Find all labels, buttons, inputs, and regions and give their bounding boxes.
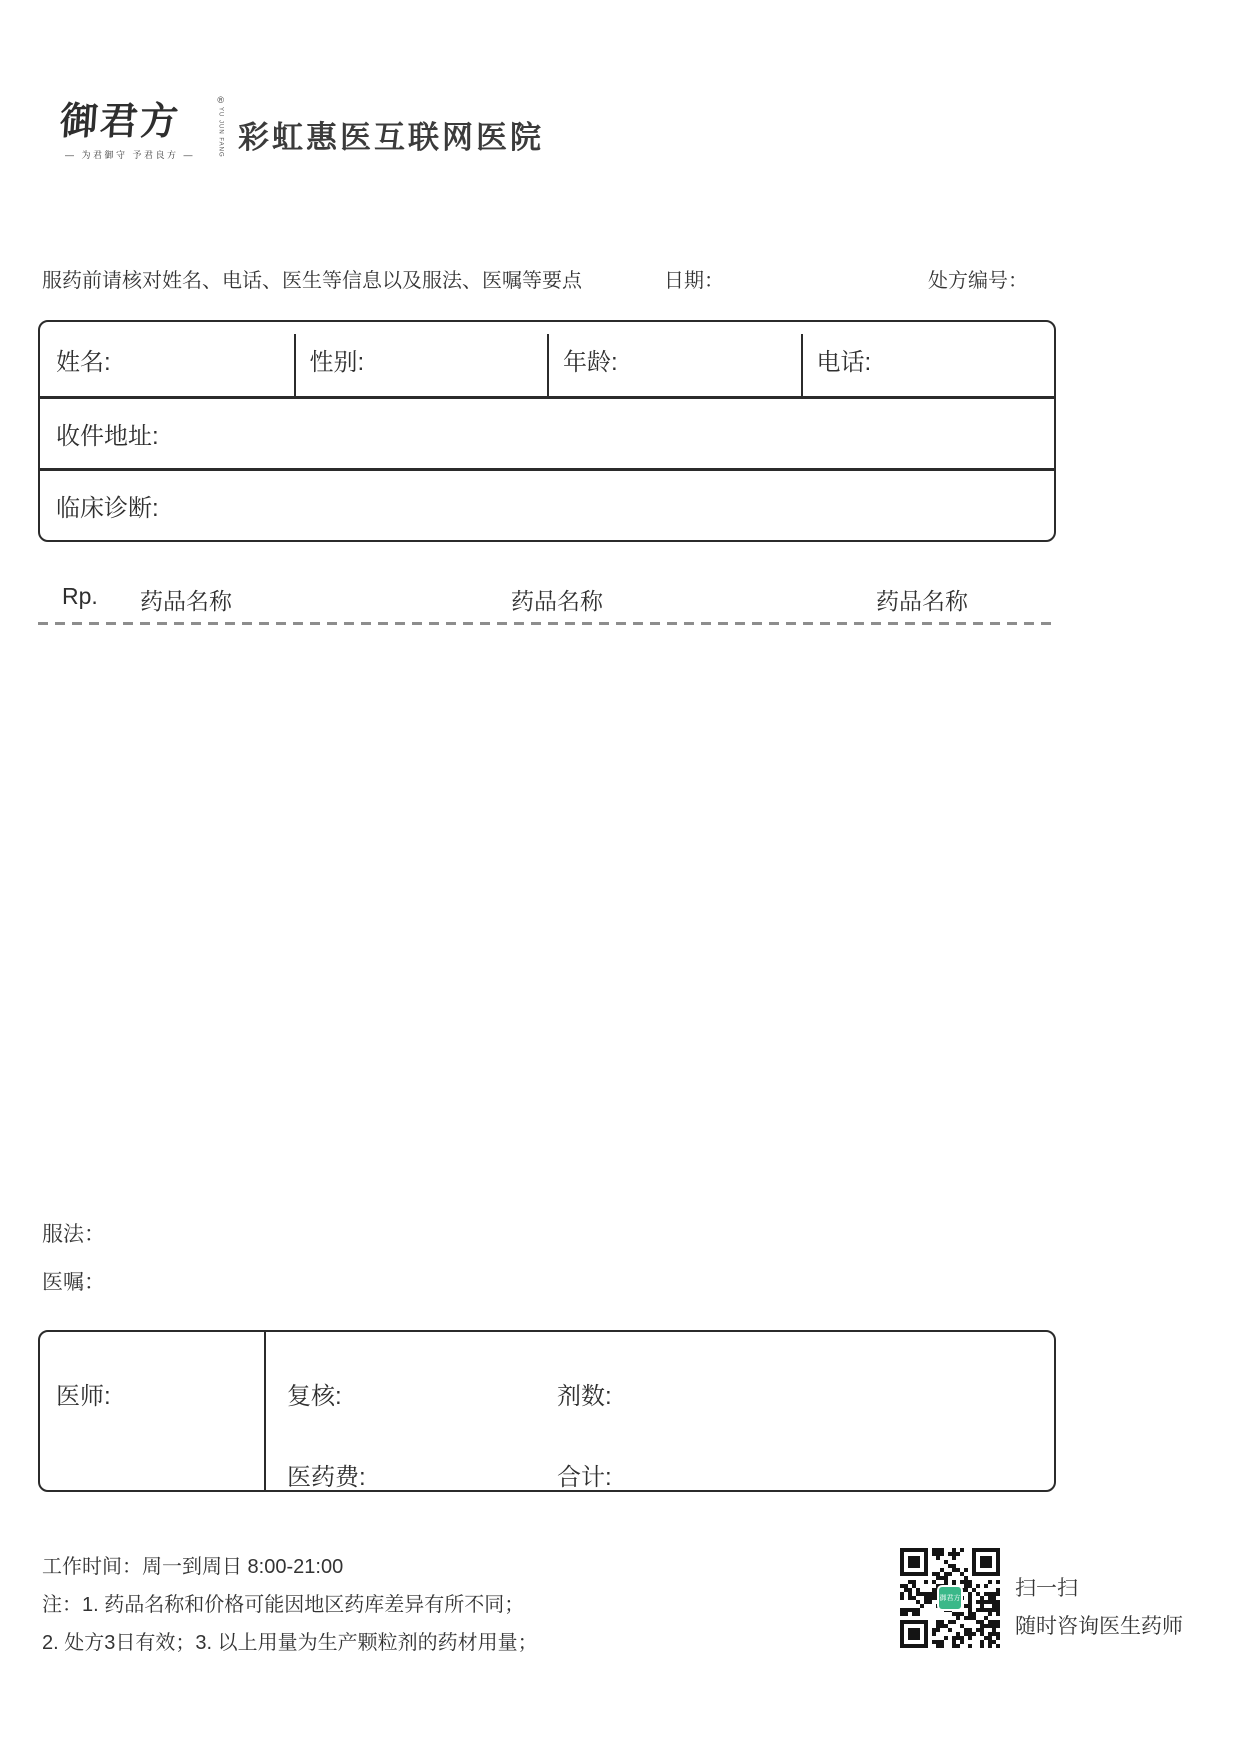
doctor-advice-label: 医嘱： <box>42 1271 105 1294</box>
physician-cell <box>40 1332 266 1490</box>
signature-box <box>38 1330 1056 1492</box>
drug-name-column-header: 药品名称 <box>140 588 232 614</box>
review-label: 复核: <box>287 1383 342 1410</box>
drug-name-column-header: 药品名称 <box>511 588 603 614</box>
qr-scan-hint: 随时咨询医生药师 <box>1015 1615 1183 1638</box>
brand-logo-text: 御君方 <box>58 98 182 143</box>
age-label: 年龄: <box>563 348 618 376</box>
field-name <box>40 322 294 396</box>
rp-label: Rp. <box>62 583 98 609</box>
dashed-separator <box>38 622 1058 625</box>
field-gender <box>294 322 548 396</box>
field-address <box>40 399 1054 471</box>
medication-check-reminder: 服药前请核对姓名、电话、医生等信息以及服法、医嘱等要点 <box>42 270 582 292</box>
fee-label: 医药费: <box>287 1464 366 1491</box>
diagnosis-label: 临床诊断: <box>56 495 159 522</box>
note-line-1: 注：1. 药品名称和价格可能因地区药库差异有所不同； <box>42 1594 525 1616</box>
hospital-title: 彩虹惠医互联网医院 <box>238 120 544 155</box>
registered-trademark-icon: ® <box>217 95 224 105</box>
patient-identity-row <box>40 322 1054 399</box>
fee-total-row <box>287 1457 1054 1492</box>
gender-label: 性别: <box>309 348 365 376</box>
qr-code <box>900 1548 1000 1648</box>
footer-notes <box>42 1548 538 1662</box>
field-diagnosis <box>40 471 1054 540</box>
brand-logo-side <box>217 96 224 158</box>
drug-name-column-header: 药品名称 <box>876 588 968 614</box>
prescription-number-label: 处方编号： <box>928 270 1028 292</box>
usage-label: 服法： <box>42 1223 105 1246</box>
physician-label: 医师: <box>56 1383 111 1410</box>
note-line-2: 2. 处方3日有效；3. 以上用量为生产颗粒剂的药材用量； <box>42 1632 538 1654</box>
qr-center-logo: 御君方 <box>937 1585 963 1611</box>
qr-scan-label: 扫一扫 <box>1015 1577 1078 1600</box>
brand-tagline: — 为君御守 予君良方 — <box>64 149 195 160</box>
total-label: 合计: <box>557 1464 612 1491</box>
brand-romanized-text: YU JUN FANG <box>217 107 224 158</box>
review-doses-row <box>287 1376 1054 1411</box>
field-phone <box>801 322 1055 396</box>
name-label: 姓名: <box>56 348 111 376</box>
patient-info-box <box>38 320 1056 542</box>
doses-label: 剂数: <box>557 1383 612 1410</box>
address-label: 收件地址: <box>56 423 159 450</box>
working-hours: 工作时间：周一到周日 8:00-21:00 <box>42 1556 344 1578</box>
field-age <box>547 322 801 396</box>
phone-label: 电话: <box>816 348 872 376</box>
signature-right-cell <box>266 1332 1054 1490</box>
brand-logo <box>58 95 224 161</box>
date-label: 日期： <box>664 270 724 292</box>
